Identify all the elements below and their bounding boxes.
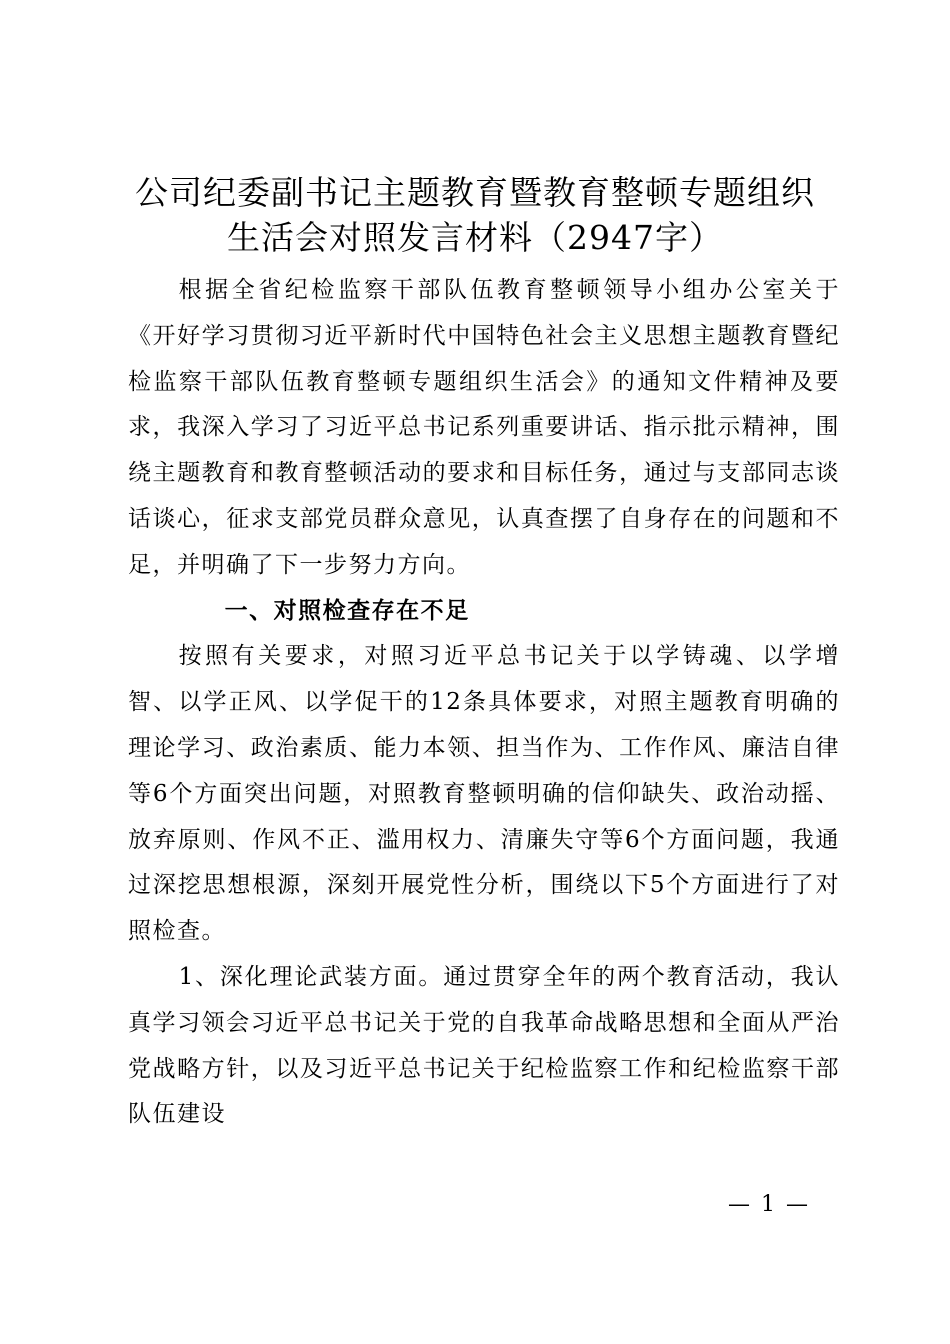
paragraph-intro: 根据全省纪检监察干部队伍教育整顿领导小组办公室关于《开好学习贯彻习近平新时代中国特色社会主义思想主题教育暨纪检监察干部队伍教育整顿专题组织生活会》的通知文件精神及要求，我深入学习了习近平总书记系列重要讲话、指示批示精神，围绕主题教育和教育整顿活动的要求和目标任务，通过与支部同志谈话谈心，征求支部党员群众意见，认真查摆了自身存在的问题和不足，并明确了下一步努力方向。	[128, 277, 840, 578]
document-body	[128, 268, 840, 1138]
document-title	[110, 170, 840, 260]
title-line-2: 生活会对照发言材料（2947字）	[227, 218, 723, 257]
paragraph-theory: 1、深化理论武装方面。通过贯穿全年的两个教育活动，我认真学习领会习近平总书记关于党的自我革命战略思想和全面从严治党战略方针，以及习近平总书记关于纪检监察工作和纪检监察干部队伍建设	[128, 963, 840, 1128]
section-heading: 一、对照检查存在不足	[224, 597, 470, 624]
title-line-1: 公司纪委副书记主题教育暨教育整顿专题组织	[135, 173, 815, 212]
paragraph-requirements: 按照有关要求，对照习近平总书记关于以学铸魂、以学增智、以学正风、以学促干的12条具体要求，对照主题教育明确的理论学习、政治素质、能力本领、担当作为、工作作风、廉洁自律等6个方面突出问题，对照教育整顿明确的信仰缺失、政治动摇、放弃原则、作风不正、滥用权力、清廉失守等6个方面问题，我通过深挖思想根源，深刻开展党性分析，围绕以下5个方面进行了对照检查。	[128, 643, 840, 945]
page-number: — 1 —	[728, 1192, 810, 1217]
